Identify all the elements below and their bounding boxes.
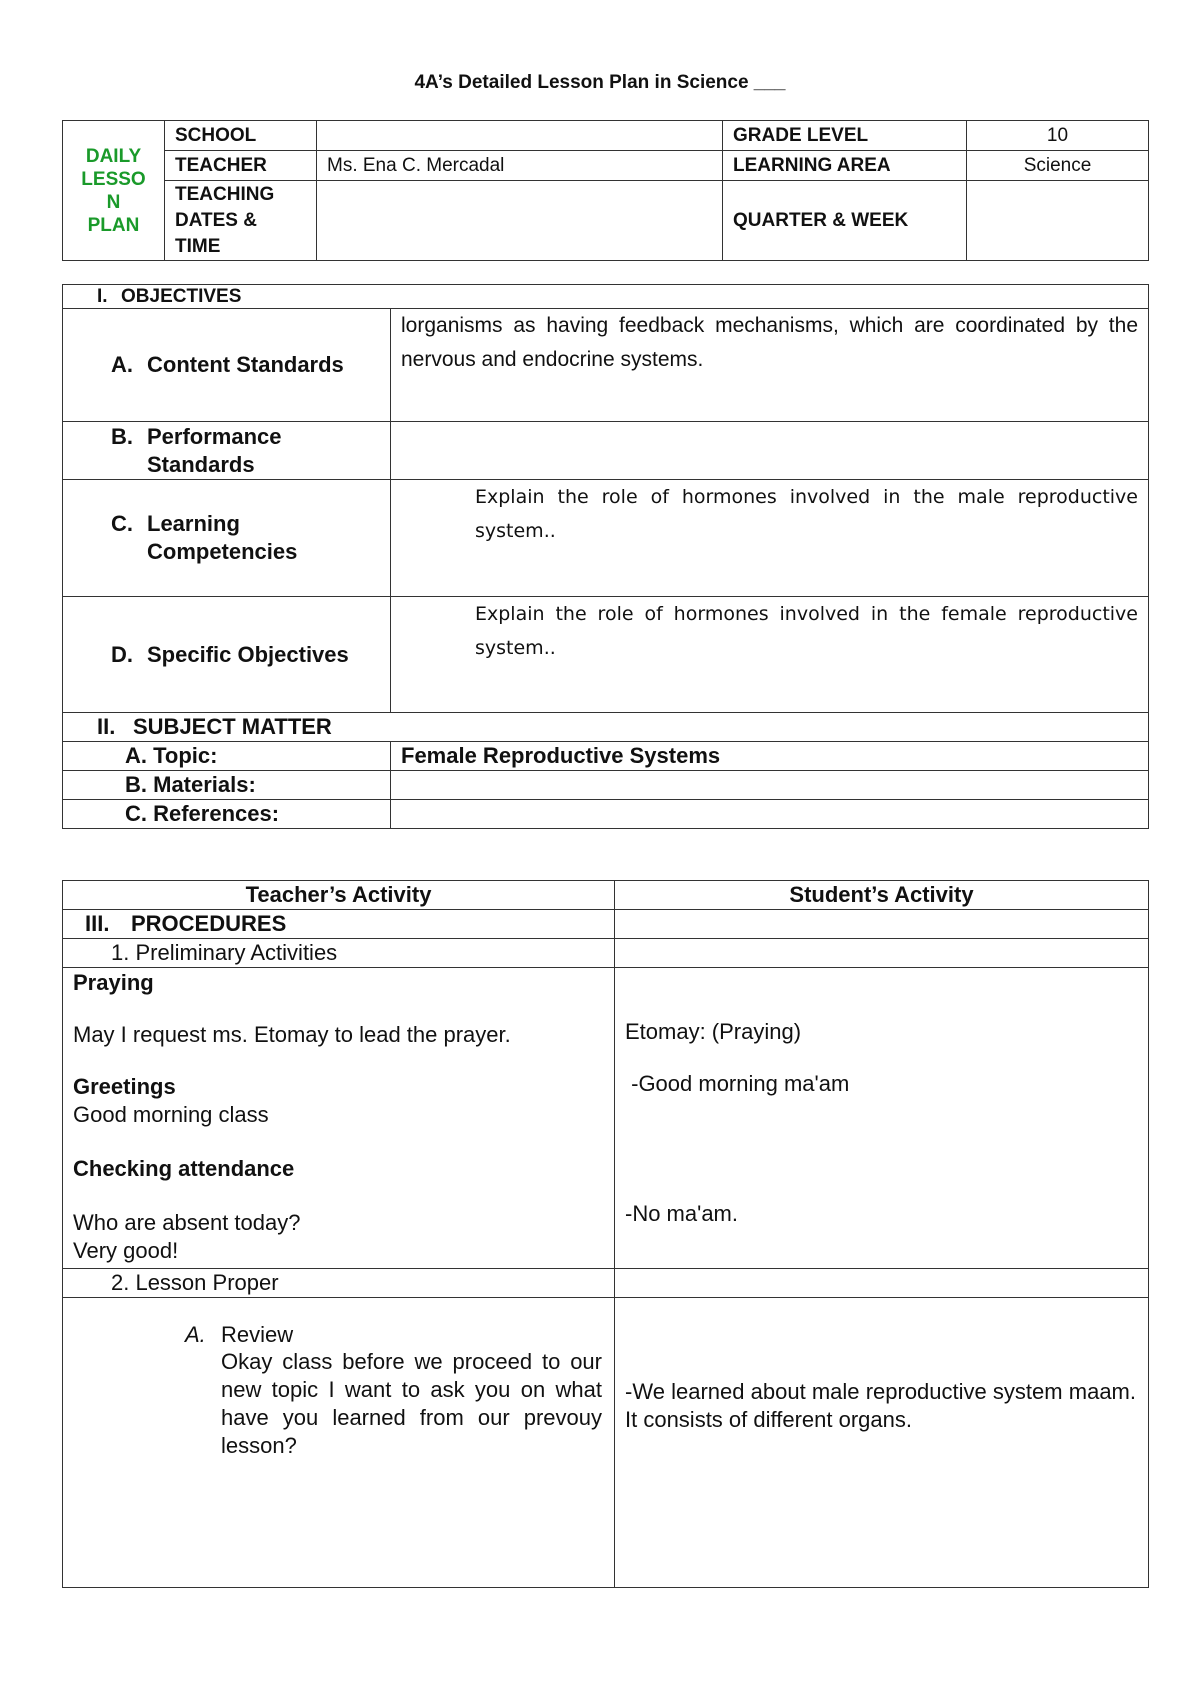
school-label: SCHOOL [165,121,317,151]
content-standards-label: A. Content Standards [63,309,391,422]
student-activity-header: Student’s Activity [615,881,1149,910]
quarter-week-value [967,181,1149,261]
teaching-dates-label: TEACHING DATES & TIME [165,181,317,261]
attendance-response: Very good! [73,1238,179,1263]
attendance-title: Checking attendance [73,1156,295,1181]
teacher-activity-header: Teacher’s Activity [63,881,615,910]
materials-value [391,771,1149,800]
specific-objectives-label: D. Specific Objectives [63,597,391,713]
praying-text: May I request ms. Etomay to lead the prayer. [73,1022,511,1047]
topic-value: Female Reproductive Systems [391,742,1149,771]
quarter-week-label: QUARTER & WEEK [723,181,967,261]
learning-competencies-label: C. Learning Competencies [63,480,391,597]
learning-area-label: LEARNING AREA [723,151,967,181]
performance-standards-label: B. Performance Standards [63,422,391,480]
references-label: C. References: [63,800,391,829]
subject-matter-heading: II. SUBJECT MATTER [63,713,1149,742]
objectives-heading: I. OBJECTIVES [63,285,1149,309]
lesson-proper-blank [615,1269,1149,1298]
lesson-proper-label: 2. Lesson Proper [63,1269,615,1298]
student-praying: Etomay: (Praying) [625,1019,802,1044]
performance-standards-value [391,422,1149,480]
teacher-value: Ms. Ena C. Mercadal [317,151,723,181]
review-title: A. Review [185,1322,294,1347]
review-student-cell [615,1298,1149,1588]
procedures-heading: III. PROCEDURES [63,910,615,939]
greetings-text: Good morning class [73,1102,269,1127]
teacher-label: TEACHER [165,151,317,181]
praying-title: Praying [73,970,154,995]
review-teacher-cell [63,1298,615,1588]
content-standards-value: lorganisms as having feedback mechanisms, which are coordinated by the nervous and endocrine systems. [391,309,1149,422]
attendance-question: Who are absent today? [73,1210,301,1235]
grade-level-value: 10 [967,121,1149,151]
preliminary-student-cell [615,968,1149,1269]
school-value [317,121,723,151]
materials-label: B. Materials: [63,771,391,800]
student-greeting: -Good morning ma'am [625,1071,850,1096]
preliminary-teacher-cell [63,968,615,1269]
procedures-table [62,880,1149,1588]
preliminary-activities-label: 1. Preliminary Activities [63,939,615,968]
student-review: -We learned about male reproductive system maam. It consists of different organs. [625,1379,1136,1432]
topic-label: A. Topic: [63,742,391,771]
objectives-table [62,284,1149,829]
procedures-heading-blank [615,910,1149,939]
learning-competencies-value: Explain the role of hormones involved in the male reproductive system.. [391,480,1149,597]
references-value [391,800,1149,829]
review-text: Okay class before we proceed to our new topic I want to ask you on what have you learned from our prevouy lesson? [221,1349,602,1458]
specific-objectives-value: Explain the role of hormones involved in the female reproductive system.. [391,597,1149,713]
page-title: 4A’s Detailed Lesson Plan in Science ___ [414,72,786,93]
teaching-dates-value [317,181,723,261]
grade-level-label: GRADE LEVEL [723,121,967,151]
header-table [62,120,1149,261]
student-attendance: -No ma'am. [625,1201,738,1226]
preliminary-activities-blank [615,939,1149,968]
greetings-title: Greetings [73,1074,176,1099]
daily-lesson-plan-label: DAILY LESSO N PLAN [63,121,165,261]
learning-area-value: Science [967,151,1149,181]
